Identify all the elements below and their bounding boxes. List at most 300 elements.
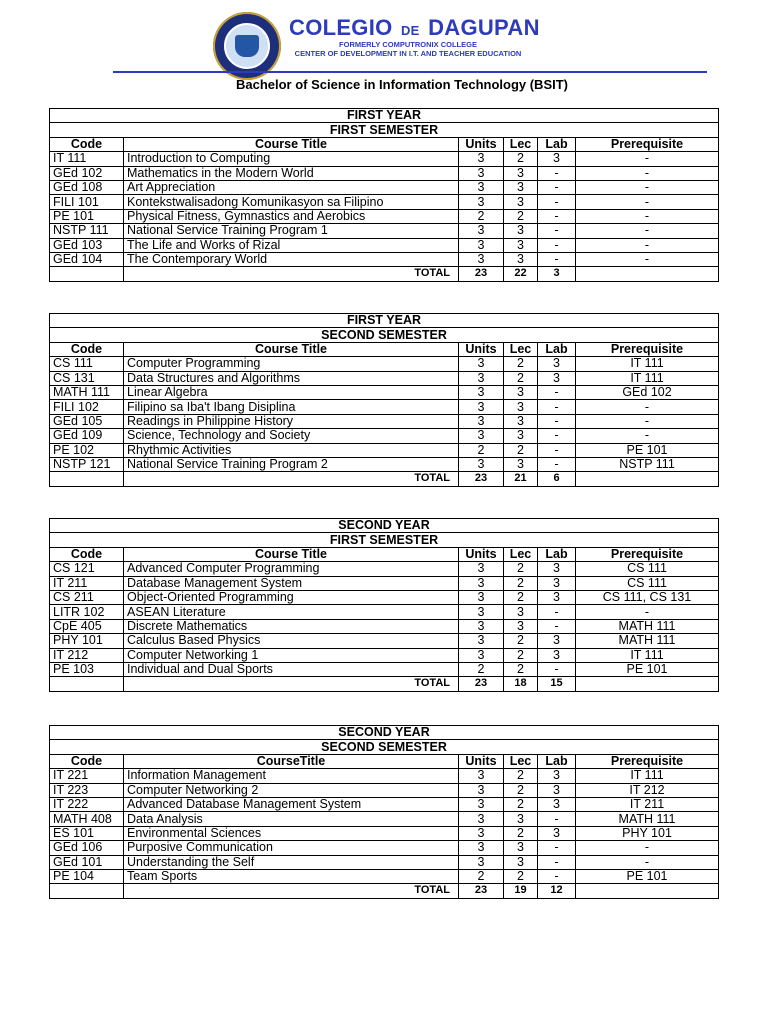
col-header-lab: Lab: [538, 342, 576, 356]
course-lec: 2: [504, 648, 538, 662]
course-code: GEd 106: [50, 841, 124, 855]
total-lab: 15: [538, 677, 576, 691]
course-prereq: IT 211: [576, 797, 719, 811]
total-row: [50, 267, 719, 281]
table-row: [50, 634, 719, 648]
course-units: 2: [459, 662, 504, 676]
course-lec: 2: [504, 826, 538, 840]
course-units: 3: [459, 414, 504, 428]
total-spacer: [50, 884, 124, 898]
course-units: 3: [459, 195, 504, 209]
course-lec: 2: [504, 634, 538, 648]
course-units: 3: [459, 590, 504, 604]
total-spacer: [50, 677, 124, 691]
course-lab: -: [538, 252, 576, 266]
course-prereq: -: [576, 209, 719, 223]
total-lab: 6: [538, 472, 576, 486]
course-lab: -: [538, 400, 576, 414]
table-row: [50, 562, 719, 576]
course-prereq: CS 111: [576, 562, 719, 576]
course-prereq: CS 111, CS 131: [576, 590, 719, 604]
course-lab: -: [538, 414, 576, 428]
course-units: 3: [459, 385, 504, 399]
table-row: [50, 769, 719, 783]
course-code: GEd 104: [50, 252, 124, 266]
col-header-title: CourseTitle: [124, 754, 459, 768]
course-units: 3: [459, 634, 504, 648]
column-header-row: [50, 547, 719, 561]
course-lec: 2: [504, 152, 538, 166]
table-row: [50, 371, 719, 385]
col-header-prereq: Prerequisite: [576, 754, 719, 768]
course-units: 3: [459, 152, 504, 166]
course-lec: 3: [504, 414, 538, 428]
course-lec: 3: [504, 855, 538, 869]
total-lec: 22: [504, 267, 538, 281]
col-header-units: Units: [459, 342, 504, 356]
table-row: [50, 590, 719, 604]
course-lab: -: [538, 662, 576, 676]
col-header-lec: Lec: [504, 342, 538, 356]
col-header-title: Course Title: [124, 342, 459, 356]
school-name-de: DE: [400, 23, 420, 38]
course-lec: 2: [504, 769, 538, 783]
semester-row: [50, 328, 719, 342]
course-title: Team Sports: [124, 869, 459, 883]
course-prereq: -: [576, 224, 719, 238]
course-lab: -: [538, 224, 576, 238]
course-code: LITR 102: [50, 605, 124, 619]
year-row: [50, 109, 719, 123]
seal-inner: [224, 23, 270, 69]
course-lec: 3: [504, 224, 538, 238]
table-row: [50, 619, 719, 633]
course-lec: 2: [504, 371, 538, 385]
course-lab: 3: [538, 634, 576, 648]
course-prereq: MATH 111: [576, 619, 719, 633]
table-row: [50, 826, 719, 840]
course-lab: -: [538, 238, 576, 252]
table-row: [50, 443, 719, 457]
course-title: Advanced Database Management System: [124, 797, 459, 811]
seal-shield-icon: [235, 35, 259, 57]
col-header-lec: Lec: [504, 754, 538, 768]
course-lab: 3: [538, 152, 576, 166]
col-header-code: Code: [50, 754, 124, 768]
course-lab: -: [538, 457, 576, 471]
table-row: [50, 180, 719, 194]
course-lec: 3: [504, 400, 538, 414]
course-units: 3: [459, 841, 504, 855]
course-units: 3: [459, 457, 504, 471]
year-row: [50, 314, 719, 328]
course-lab: -: [538, 429, 576, 443]
course-title: Advanced Computer Programming: [124, 562, 459, 576]
course-units: 2: [459, 443, 504, 457]
course-title: The Life and Works of Rizal: [124, 238, 459, 252]
course-lab: 3: [538, 371, 576, 385]
course-lec: 3: [504, 180, 538, 194]
col-header-units: Units: [459, 754, 504, 768]
document-header: [0, 0, 768, 80]
table-row: [50, 855, 719, 869]
total-lec: 21: [504, 472, 538, 486]
course-lec: 3: [504, 252, 538, 266]
semester-label: FIRST SEMESTER: [50, 533, 719, 547]
course-prereq: IT 111: [576, 357, 719, 371]
course-code: GEd 101: [50, 855, 124, 869]
course-code: FILI 102: [50, 400, 124, 414]
course-code: MATH 111: [50, 385, 124, 399]
course-lec: 2: [504, 576, 538, 590]
school-name: [289, 15, 540, 41]
total-lab: 3: [538, 267, 576, 281]
course-units: 3: [459, 224, 504, 238]
course-lab: -: [538, 209, 576, 223]
table-row: [50, 414, 719, 428]
course-prereq: -: [576, 400, 719, 414]
col-header-lab: Lab: [538, 547, 576, 561]
total-label: TOTAL: [124, 884, 459, 898]
school-name-part-2: DAGUPAN: [428, 15, 540, 40]
table-row: [50, 400, 719, 414]
course-prereq: CS 111: [576, 576, 719, 590]
course-lab: 3: [538, 648, 576, 662]
course-title: Database Management System: [124, 576, 459, 590]
course-lab: 3: [538, 357, 576, 371]
table-row: [50, 224, 719, 238]
course-lab: 3: [538, 769, 576, 783]
total-lec: 18: [504, 677, 538, 691]
course-prereq: -: [576, 166, 719, 180]
course-title: Rhythmic Activities: [124, 443, 459, 457]
col-header-units: Units: [459, 137, 504, 151]
school-subtitle-former: FORMERLY COMPUTRONIX COLLEGE: [339, 40, 477, 49]
course-lec: 3: [504, 605, 538, 619]
course-code: CpE 405: [50, 619, 124, 633]
course-lab: -: [538, 605, 576, 619]
course-code: PE 104: [50, 869, 124, 883]
year-row: [50, 726, 719, 740]
course-units: 3: [459, 797, 504, 811]
course-units: 3: [459, 576, 504, 590]
table-row: [50, 457, 719, 471]
course-code: IT 111: [50, 152, 124, 166]
course-lec: 3: [504, 841, 538, 855]
course-title: Object-Oriented Programming: [124, 590, 459, 604]
course-prereq: GEd 102: [576, 385, 719, 399]
col-header-code: Code: [50, 137, 124, 151]
course-title: Computer Networking 1: [124, 648, 459, 662]
course-lec: 2: [504, 869, 538, 883]
year-label: FIRST YEAR: [50, 314, 719, 328]
course-lab: -: [538, 180, 576, 194]
col-header-title: Course Title: [124, 137, 459, 151]
table-row: [50, 662, 719, 676]
course-prereq: -: [576, 605, 719, 619]
curriculum-table: [49, 518, 719, 692]
course-prereq: IT 212: [576, 783, 719, 797]
course-lab: -: [538, 619, 576, 633]
course-units: 3: [459, 648, 504, 662]
course-title: Discrete Mathematics: [124, 619, 459, 633]
course-title: Readings in Philippine History: [124, 414, 459, 428]
total-row: [50, 677, 719, 691]
course-prereq: -: [576, 152, 719, 166]
course-code: CS 111: [50, 357, 124, 371]
course-code: GEd 102: [50, 166, 124, 180]
course-code: PHY 101: [50, 634, 124, 648]
semester-row: [50, 740, 719, 754]
course-title: The Contemporary World: [124, 252, 459, 266]
course-code: GEd 108: [50, 180, 124, 194]
course-title: Computer Programming: [124, 357, 459, 371]
semester-row: [50, 123, 719, 137]
col-header-title: Course Title: [124, 547, 459, 561]
course-units: 3: [459, 769, 504, 783]
course-prereq: PE 101: [576, 869, 719, 883]
course-lab: -: [538, 869, 576, 883]
course-code: IT 211: [50, 576, 124, 590]
course-units: 3: [459, 619, 504, 633]
total-label: TOTAL: [124, 472, 459, 486]
table-row: [50, 783, 719, 797]
course-units: 3: [459, 180, 504, 194]
course-prereq: IT 111: [576, 371, 719, 385]
total-prereq-blank: [576, 267, 719, 281]
table-row: [50, 605, 719, 619]
column-header-row: [50, 754, 719, 768]
course-lec: 3: [504, 429, 538, 443]
table-row: [50, 238, 719, 252]
course-lec: 2: [504, 797, 538, 811]
table-row: [50, 357, 719, 371]
course-prereq: NSTP 111: [576, 457, 719, 471]
course-title: National Service Training Program 1: [124, 224, 459, 238]
curriculum-table: [49, 108, 719, 282]
program-title: Bachelor of Science in Information Technology (BSIT): [235, 77, 568, 92]
course-lab: 3: [538, 590, 576, 604]
course-code: IT 222: [50, 797, 124, 811]
course-lec: 3: [504, 166, 538, 180]
column-header-row: [50, 137, 719, 151]
course-title: Physical Fitness, Gymnastics and Aerobics: [124, 209, 459, 223]
table-row: [50, 429, 719, 443]
total-prereq-blank: [576, 677, 719, 691]
course-title: Purposive Communication: [124, 841, 459, 855]
course-units: 3: [459, 562, 504, 576]
course-prereq: -: [576, 429, 719, 443]
course-title: Art Appreciation: [124, 180, 459, 194]
course-prereq: PE 101: [576, 443, 719, 457]
total-lec: 19: [504, 884, 538, 898]
course-units: 2: [459, 209, 504, 223]
col-header-lec: Lec: [504, 137, 538, 151]
course-code: IT 223: [50, 783, 124, 797]
col-header-code: Code: [50, 547, 124, 561]
total-units: 23: [459, 267, 504, 281]
course-units: 3: [459, 812, 504, 826]
course-lab: -: [538, 385, 576, 399]
course-lec: 3: [504, 812, 538, 826]
course-prereq: PE 101: [576, 662, 719, 676]
table-row: [50, 166, 719, 180]
header-rule: [113, 71, 707, 73]
course-lec: 2: [504, 662, 538, 676]
total-row: [50, 884, 719, 898]
total-spacer: [50, 267, 124, 281]
course-units: 3: [459, 826, 504, 840]
course-prereq: -: [576, 252, 719, 266]
year-label: SECOND YEAR: [50, 519, 719, 533]
table-row: [50, 841, 719, 855]
course-lab: 3: [538, 576, 576, 590]
table-row: [50, 869, 719, 883]
course-lab: -: [538, 166, 576, 180]
course-title: Science, Technology and Society: [124, 429, 459, 443]
curriculum-table: [49, 313, 719, 487]
course-code: PE 101: [50, 209, 124, 223]
column-header-row: [50, 342, 719, 356]
course-title: Filipino sa Iba't Ibang Disiplina: [124, 400, 459, 414]
course-lab: -: [538, 443, 576, 457]
course-lec: 3: [504, 457, 538, 471]
col-header-prereq: Prerequisite: [576, 547, 719, 561]
course-lab: 3: [538, 783, 576, 797]
course-prereq: -: [576, 841, 719, 855]
course-lec: 2: [504, 443, 538, 457]
table-row: [50, 209, 719, 223]
year-label: FIRST YEAR: [50, 109, 719, 123]
course-units: 2: [459, 869, 504, 883]
total-label: TOTAL: [124, 267, 459, 281]
course-units: 3: [459, 605, 504, 619]
total-units: 23: [459, 677, 504, 691]
course-prereq: -: [576, 180, 719, 194]
course-code: CS 131: [50, 371, 124, 385]
course-code: GEd 103: [50, 238, 124, 252]
course-code: CS 121: [50, 562, 124, 576]
course-code: PE 103: [50, 662, 124, 676]
course-title: Understanding the Self: [124, 855, 459, 869]
course-units: 3: [459, 855, 504, 869]
course-units: 3: [459, 238, 504, 252]
course-lec: 3: [504, 619, 538, 633]
table-row: [50, 195, 719, 209]
course-title: Linear Algebra: [124, 385, 459, 399]
course-title: Data Analysis: [124, 812, 459, 826]
total-prereq-blank: [576, 884, 719, 898]
table-row: [50, 152, 719, 166]
course-code: PE 102: [50, 443, 124, 457]
curriculum-table: [49, 725, 719, 899]
total-label: TOTAL: [124, 677, 459, 691]
course-lec: 2: [504, 562, 538, 576]
course-lab: -: [538, 855, 576, 869]
table-row: [50, 252, 719, 266]
course-code: NSTP 111: [50, 224, 124, 238]
school-seal-logo: [213, 12, 281, 80]
total-lab: 12: [538, 884, 576, 898]
col-header-units: Units: [459, 547, 504, 561]
total-units: 23: [459, 472, 504, 486]
table-row: [50, 797, 719, 811]
course-units: 3: [459, 252, 504, 266]
course-prereq: MATH 111: [576, 634, 719, 648]
course-title: Kontekstwalisadong Komunikasyon sa Filipino: [124, 195, 459, 209]
course-units: 3: [459, 166, 504, 180]
course-units: 3: [459, 357, 504, 371]
course-code: NSTP 121: [50, 457, 124, 471]
course-lec: 3: [504, 238, 538, 252]
table-row: [50, 812, 719, 826]
course-lab: -: [538, 195, 576, 209]
total-prereq-blank: [576, 472, 719, 486]
course-prereq: -: [576, 855, 719, 869]
semester-label: SECOND SEMESTER: [50, 740, 719, 754]
course-prereq: PHY 101: [576, 826, 719, 840]
course-code: ES 101: [50, 826, 124, 840]
course-lab: 3: [538, 797, 576, 811]
table-row: [50, 648, 719, 662]
course-title: Environmental Sciences: [124, 826, 459, 840]
col-header-code: Code: [50, 342, 124, 356]
col-header-lec: Lec: [504, 547, 538, 561]
semester-row: [50, 533, 719, 547]
semester-label: FIRST SEMESTER: [50, 123, 719, 137]
school-subtitle-center: CENTER OF DEVELOPMENT IN I.T. AND TEACHER EDUCATION: [294, 49, 522, 58]
course-lec: 3: [504, 385, 538, 399]
course-units: 3: [459, 400, 504, 414]
course-title: Introduction to Computing: [124, 152, 459, 166]
course-code: FILI 101: [50, 195, 124, 209]
col-header-prereq: Prerequisite: [576, 342, 719, 356]
course-units: 3: [459, 371, 504, 385]
semester-label: SECOND SEMESTER: [50, 328, 719, 342]
table-row: [50, 576, 719, 590]
course-title: Information Management: [124, 769, 459, 783]
course-prereq: -: [576, 414, 719, 428]
course-title: National Service Training Program 2: [124, 457, 459, 471]
course-prereq: IT 111: [576, 648, 719, 662]
course-prereq: IT 111: [576, 769, 719, 783]
school-name-part-1: COLEGIO: [289, 15, 393, 40]
col-header-lab: Lab: [538, 754, 576, 768]
course-units: 3: [459, 429, 504, 443]
course-lab: -: [538, 841, 576, 855]
table-row: [50, 385, 719, 399]
year-label: SECOND YEAR: [50, 726, 719, 740]
course-title: Data Structures and Algorithms: [124, 371, 459, 385]
course-code: CS 211: [50, 590, 124, 604]
col-header-prereq: Prerequisite: [576, 137, 719, 151]
course-title: Individual and Dual Sports: [124, 662, 459, 676]
total-row: [50, 472, 719, 486]
course-title: Mathematics in the Modern World: [124, 166, 459, 180]
course-lec: 2: [504, 209, 538, 223]
total-spacer: [50, 472, 124, 486]
course-units: 3: [459, 783, 504, 797]
col-header-lab: Lab: [538, 137, 576, 151]
course-prereq: -: [576, 238, 719, 252]
course-lab: -: [538, 812, 576, 826]
course-lec: 2: [504, 590, 538, 604]
course-prereq: -: [576, 195, 719, 209]
course-code: IT 212: [50, 648, 124, 662]
total-units: 23: [459, 884, 504, 898]
course-code: GEd 109: [50, 429, 124, 443]
course-prereq: MATH 111: [576, 812, 719, 826]
